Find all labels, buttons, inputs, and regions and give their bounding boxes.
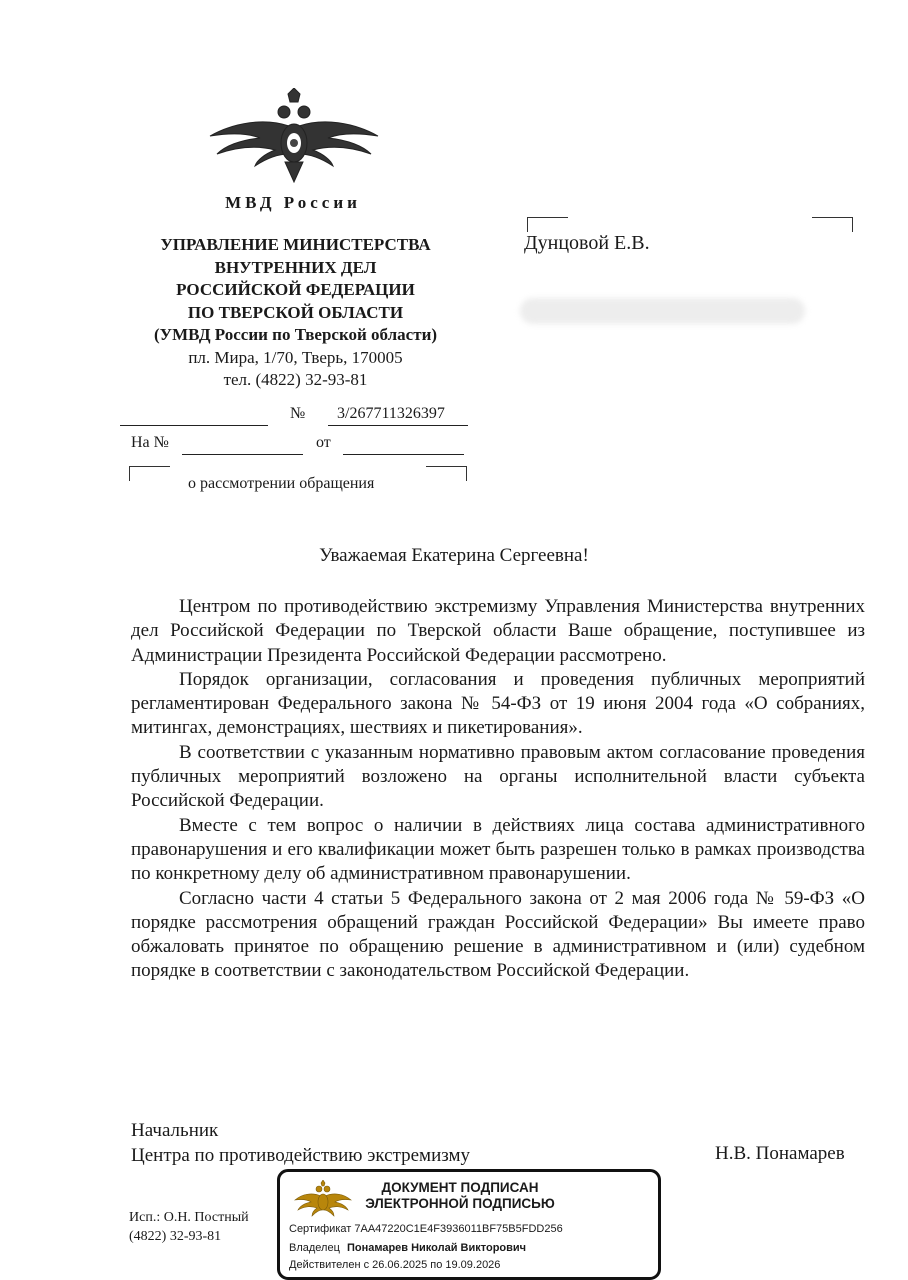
ref-line bbox=[182, 454, 303, 455]
org-line: РОССИЙСКОЙ ФЕДЕРАЦИИ bbox=[176, 280, 415, 299]
subject: о рассмотрении обращения bbox=[188, 475, 375, 492]
org-line: (УМВД России по Тверской области) bbox=[153, 325, 438, 344]
corner-mark bbox=[812, 217, 853, 232]
org-address: пл. Мира, 1/70, Тверь, 170005 bbox=[188, 347, 403, 367]
letter-body bbox=[131, 595, 865, 984]
number-label: № bbox=[290, 405, 306, 422]
stamp-title bbox=[360, 1180, 560, 1212]
org-line: УПРАВЛЕНИЕ МИНИСТЕРСТВА bbox=[160, 235, 431, 254]
executor-name: Исп.: О.Н. Постный bbox=[129, 1210, 249, 1225]
certificate-row bbox=[289, 1223, 563, 1235]
executor-phone: (4822) 32-93-81 bbox=[129, 1229, 222, 1244]
from-label: от bbox=[316, 434, 331, 451]
ref-label: На № bbox=[131, 434, 169, 451]
number-line bbox=[328, 425, 468, 426]
organization-block bbox=[118, 234, 473, 392]
e-signature-stamp bbox=[277, 1169, 661, 1280]
owner-row bbox=[289, 1242, 526, 1254]
signer-position bbox=[131, 1118, 470, 1168]
org-line: ПО ТВЕРСКОЙ ОБЛАСТИ bbox=[187, 302, 404, 322]
org-phone: тел. (4822) 32-93-81 bbox=[223, 370, 368, 389]
executor-info bbox=[129, 1208, 249, 1246]
from-line bbox=[343, 454, 464, 455]
certificate-label: Сертификат bbox=[289, 1223, 352, 1235]
position-line: Начальник bbox=[131, 1120, 219, 1141]
paragraph: Порядок организации, согласования и проведения публичных мероприятий регламентирован Федерального закона № 54-ФЗ от 19 июня 2004 года «О собраниях, митингах, демонстрациях, шествиях и пикетирования». bbox=[131, 668, 865, 739]
validity-row: Действителен с 26.06.2025 по 19.09.2026 bbox=[289, 1259, 501, 1271]
redacted-address bbox=[520, 298, 805, 324]
date-line bbox=[120, 425, 268, 426]
greeting: Уважаемая Екатерина Сергеевна! bbox=[319, 545, 589, 566]
emblem-icon bbox=[294, 1180, 352, 1220]
recipient-name: Дунцовой Е.В. bbox=[524, 232, 650, 254]
stamp-title-line: ЭЛЕКТРОННОЙ ПОДПИСЬЮ bbox=[365, 1196, 555, 1211]
corner-mark bbox=[426, 466, 467, 481]
owner-label: Владелец bbox=[289, 1242, 340, 1254]
org-line: ВНУТРЕННИХ ДЕЛ bbox=[214, 257, 377, 277]
ministry-short-name: МВД России bbox=[225, 193, 361, 212]
signer-name: Н.В. Понамарев bbox=[715, 1143, 845, 1164]
position-line: Центра по противодействию экстремизму bbox=[131, 1145, 470, 1166]
paragraph: Согласно части 4 статьи 5 Федерального закона от 2 мая 2006 года № 59-ФЗ «О порядке рассмотрения обращений граждан Российской Федерации» Вы имеете право обжаловать принятое по обращению решение в административном и (или) судебном порядке в соответствии с законодательством Российской Федерации. bbox=[131, 887, 865, 982]
mvd-emblem-icon bbox=[205, 88, 383, 183]
paragraph: Центром по противодействию экстремизму Управления Министерства внутренних дел Российской Федерации по Тверской области Ваше обращение, поступившее из Администрации Президента Российской Федерации рассмотрено. bbox=[131, 596, 865, 666]
corner-mark bbox=[129, 466, 170, 481]
corner-mark bbox=[527, 217, 568, 232]
certificate-value: 7AA47220C1E4F3936011BF75B5FDD256 bbox=[354, 1223, 563, 1235]
registration-number: 3/267711326397 bbox=[337, 405, 445, 422]
paragraph: Вместе с тем вопрос о наличии в действиях лица состава административного правонарушения и его квалификации может быть разрешен только в рамках производства по конкретному делу об административном правонарушении. bbox=[131, 814, 865, 885]
owner-value: Понамарев Николай Викторович bbox=[346, 1242, 527, 1254]
stamp-title-line: ДОКУМЕНТ ПОДПИСАН bbox=[381, 1180, 539, 1195]
paragraph: В соответствии с указанным нормативно правовым актом согласование проведения публичных мероприятий возложено на органы исполнительной власти субъекта Российской Федерации. bbox=[131, 741, 865, 812]
